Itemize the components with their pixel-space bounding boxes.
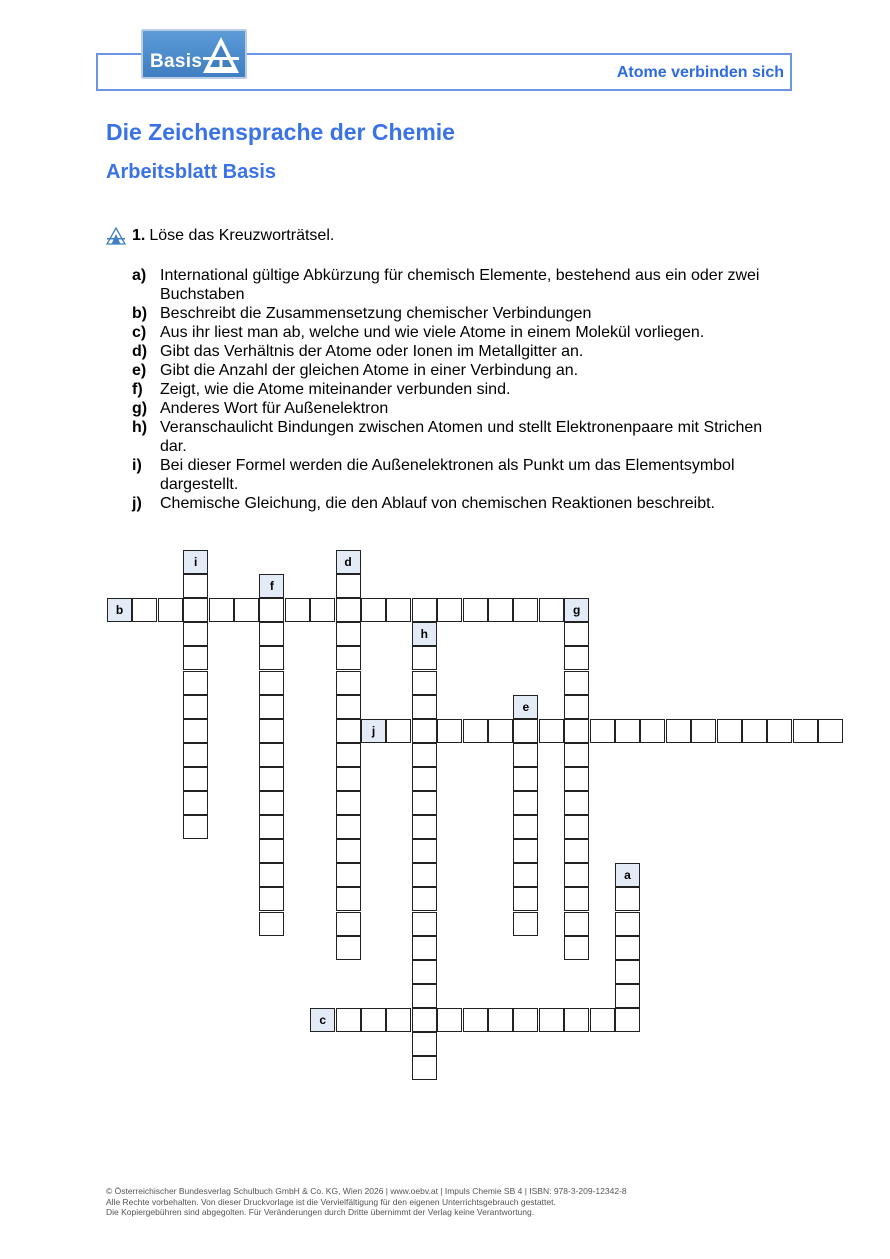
- crossword-cell[interactable]: [513, 887, 538, 911]
- crossword-cell[interactable]: [513, 815, 538, 839]
- crossword-cell[interactable]: [590, 1008, 615, 1032]
- clue-text: International gültige Abkürzung für chemisch Elemente, bestehend aus ein oder zwei Buchstaben: [160, 267, 760, 303]
- topic-label: Atome verbinden sich: [616, 64, 784, 81]
- crossword-cell[interactable]: [513, 912, 538, 936]
- clue-item: [132, 361, 792, 380]
- crossword-cell[interactable]: [336, 912, 361, 936]
- crossword-cell[interactable]: [259, 815, 284, 839]
- crossword-cell[interactable]: [336, 695, 361, 719]
- crossword-cell[interactable]: [412, 646, 437, 670]
- crossword-cell[interactable]: [183, 767, 208, 791]
- clue-item: [132, 456, 792, 494]
- crossword-cell[interactable]: [183, 815, 208, 839]
- clue-item: [132, 399, 792, 418]
- clue-text: Zeigt, wie die Atome miteinander verbunden sind.: [160, 381, 511, 398]
- crossword-cell[interactable]: [564, 695, 589, 719]
- crossword-cell[interactable]: [539, 719, 564, 743]
- crossword-cell[interactable]: [564, 815, 589, 839]
- crossword-cell[interactable]: [564, 767, 589, 791]
- crossword-cell[interactable]: [742, 719, 767, 743]
- crossword-cell[interactable]: [564, 743, 589, 767]
- task-text: Löse das Kreuzworträtsel.: [149, 227, 335, 244]
- crossword-cell[interactable]: [412, 598, 437, 622]
- clue-text: Gibt das Verhältnis der Atome oder Ionen im Metallgitter an.: [160, 343, 584, 360]
- crossword-cell[interactable]: [412, 743, 437, 767]
- crossword-cell[interactable]: [818, 719, 843, 743]
- crossword-cell[interactable]: [564, 887, 589, 911]
- basis-level-icon: [106, 227, 126, 245]
- crossword-cell[interactable]: [564, 839, 589, 863]
- crossword-cell[interactable]: [386, 719, 411, 743]
- crossword-cell[interactable]: [412, 960, 437, 984]
- crossword-cell[interactable]: [564, 719, 589, 743]
- crossword-cell[interactable]: [234, 598, 259, 622]
- crossword-cell[interactable]: [564, 791, 589, 815]
- clue-item: [132, 323, 792, 342]
- crossword-cell[interactable]: [513, 1008, 538, 1032]
- crossword-cell[interactable]: [259, 671, 284, 695]
- crossword-cell[interactable]: [183, 695, 208, 719]
- crossword-cell[interactable]: [412, 767, 437, 791]
- crossword-cell[interactable]: [437, 719, 462, 743]
- basis-logo: [141, 29, 247, 79]
- crossword-cell[interactable]: [564, 646, 589, 670]
- crossword-cell[interactable]: [615, 984, 640, 1008]
- crossword-cell[interactable]: [615, 936, 640, 960]
- task-instruction: [106, 227, 334, 245]
- crossword-cell[interactable]: [259, 598, 284, 622]
- crossword-cell[interactable]: [564, 863, 589, 887]
- crossword-cell[interactable]: [615, 960, 640, 984]
- crossword-cell[interactable]: [488, 1008, 513, 1032]
- crossword-cell[interactable]: [590, 719, 615, 743]
- crossword-cell[interactable]: [539, 1008, 564, 1032]
- crossword-cell[interactable]: [259, 646, 284, 670]
- clue-item: [132, 418, 792, 456]
- clue-text: Chemische Gleichung, die den Ablauf von chemischen Reaktionen beschreibt.: [160, 495, 715, 512]
- clue-text: Gibt die Anzahl der gleichen Atome in einer Verbindung an.: [160, 362, 579, 379]
- crossword-cell[interactable]: [615, 719, 640, 743]
- crossword-cell[interactable]: [412, 887, 437, 911]
- clue-text: Aus ihr liest man ab, welche und wie viele Atome in einem Molekül vorliegen.: [160, 324, 705, 341]
- crossword-cell[interactable]: [640, 719, 665, 743]
- crossword-cell[interactable]: [412, 671, 437, 695]
- crossword-cell[interactable]: [513, 719, 538, 743]
- crossword-label-cell: g: [564, 598, 589, 622]
- footer-line: © Österreichischer Bundesverlag Schulbuch GmbH & Co. KG, Wien 2026 | www.oebv.at | Impuls Chemie SB 4 | ISBN: 978-3-209-12342-8: [106, 1186, 627, 1196]
- crossword-cell[interactable]: [412, 912, 437, 936]
- crossword-cell[interactable]: [412, 1032, 437, 1056]
- crossword-cell[interactable]: [183, 646, 208, 670]
- crossword-label-cell: j: [361, 719, 386, 743]
- page-subtitle: Arbeitsblatt Basis: [106, 161, 277, 183]
- crossword-cell[interactable]: [564, 1008, 589, 1032]
- crossword-cell[interactable]: [183, 622, 208, 646]
- crossword-cell[interactable]: [336, 1008, 361, 1032]
- crossword-cell[interactable]: [412, 936, 437, 960]
- crossword-cell[interactable]: [336, 719, 361, 743]
- crossword-cell[interactable]: [336, 815, 361, 839]
- crossword-cell[interactable]: [183, 743, 208, 767]
- crossword-cell[interactable]: [259, 839, 284, 863]
- crossword-label-cell: f: [259, 574, 284, 598]
- crossword-cell[interactable]: [336, 743, 361, 767]
- crossword-cell[interactable]: [615, 887, 640, 911]
- crossword-label-cell: c: [310, 1008, 335, 1032]
- crossword-cell[interactable]: [386, 598, 411, 622]
- crossword-cell[interactable]: [564, 671, 589, 695]
- crossword-cell[interactable]: [361, 1008, 386, 1032]
- crossword-cell[interactable]: [564, 936, 589, 960]
- crossword-cell[interactable]: [183, 598, 208, 622]
- crossword-cell[interactable]: [259, 912, 284, 936]
- crossword-label-cell: i: [183, 550, 208, 574]
- clue-letter: e): [132, 362, 147, 379]
- crossword-cell[interactable]: [412, 719, 437, 743]
- crossword-cell[interactable]: [717, 719, 742, 743]
- crossword-cell[interactable]: [336, 598, 361, 622]
- clue-letter: b): [132, 305, 148, 322]
- crossword-cell[interactable]: [463, 598, 488, 622]
- crossword-cell[interactable]: [183, 671, 208, 695]
- crossword-cell[interactable]: [336, 791, 361, 815]
- crossword-cell[interactable]: [259, 743, 284, 767]
- crossword-cell[interactable]: [539, 598, 564, 622]
- crossword-cell[interactable]: [793, 719, 818, 743]
- task-number: 1.: [132, 227, 146, 244]
- crossword-cell[interactable]: [666, 719, 691, 743]
- crossword-cell[interactable]: [259, 863, 284, 887]
- clue-letter: f): [132, 381, 143, 398]
- crossword-cell[interactable]: [183, 719, 208, 743]
- crossword-cell[interactable]: [209, 598, 234, 622]
- crossword-cell[interactable]: [158, 598, 183, 622]
- clue-letter: j): [132, 495, 142, 512]
- crossword-cell[interactable]: [615, 912, 640, 936]
- crossword-cell[interactable]: [767, 719, 792, 743]
- logo-text: Basis: [150, 51, 203, 72]
- clue-text: Beschreibt die Zusammensetzung chemischer Verbindungen: [160, 305, 592, 322]
- clue-letter: a): [132, 267, 147, 284]
- crossword-cell[interactable]: [412, 839, 437, 863]
- crossword-cell[interactable]: [259, 695, 284, 719]
- crossword-cell[interactable]: [513, 839, 538, 863]
- crossword-cell[interactable]: [412, 815, 437, 839]
- crossword-cell[interactable]: [386, 1008, 411, 1032]
- crossword-cell[interactable]: [412, 791, 437, 815]
- crossword-cell[interactable]: [513, 743, 538, 767]
- crossword-cell[interactable]: [564, 622, 589, 646]
- crossword-cell[interactable]: [336, 887, 361, 911]
- clue-list: [132, 266, 792, 513]
- crossword-cell[interactable]: [336, 863, 361, 887]
- clue-item: [132, 380, 792, 399]
- crossword-cell[interactable]: [615, 1008, 640, 1032]
- crossword-cell[interactable]: [132, 598, 157, 622]
- crossword-cell[interactable]: [488, 598, 513, 622]
- crossword-cell[interactable]: [437, 1008, 462, 1032]
- crossword-cell[interactable]: [336, 574, 361, 598]
- crossword-cell[interactable]: [259, 622, 284, 646]
- crossword-cell[interactable]: [691, 719, 716, 743]
- footer-line: Die Kopiergebühren sind abgegolten. Für Veränderungen durch Dritte übernimmt der Verlag keine Verantwortung.: [106, 1207, 535, 1217]
- crossword-cell[interactable]: [513, 598, 538, 622]
- crossword-cell[interactable]: [336, 622, 361, 646]
- crossword-cell[interactable]: [564, 912, 589, 936]
- crossword-cell[interactable]: [412, 695, 437, 719]
- crossword-cell[interactable]: [336, 671, 361, 695]
- footer-line: Alle Rechte vorbehalten. Von dieser Druckvorlage ist die Vervielfältigung für den eigenen Unterrichtsgebrauch gestattet.: [106, 1196, 556, 1207]
- clue-text: Veranschaulicht Bindungen zwischen Atomen und stellt Elektronenpaare mit Strichen dar.: [160, 419, 763, 455]
- crossword-cell[interactable]: [183, 574, 208, 598]
- crossword-cell[interactable]: [183, 791, 208, 815]
- crossword-cell[interactable]: [412, 984, 437, 1008]
- crossword-cell[interactable]: [285, 598, 310, 622]
- crossword-cell[interactable]: [437, 598, 462, 622]
- clue-letter: c): [132, 324, 147, 341]
- triangle-logo-icon: [201, 35, 241, 75]
- clue-text: Anderes Wort für Außenelektron: [160, 400, 389, 417]
- crossword-cell[interactable]: [513, 791, 538, 815]
- crossword-cell[interactable]: [336, 767, 361, 791]
- crossword-label-cell: e: [513, 695, 538, 719]
- crossword-cell[interactable]: [463, 1008, 488, 1032]
- page-title: Die Zeichensprache der Chemie: [106, 119, 455, 145]
- crossword-label-cell: a: [615, 863, 640, 887]
- clue-item: [132, 304, 792, 323]
- crossword-cell[interactable]: [463, 719, 488, 743]
- crossword-cell[interactable]: [412, 1008, 437, 1032]
- crossword-label-cell: b: [107, 598, 132, 622]
- crossword-label-cell: h: [412, 622, 437, 646]
- clue-item: [132, 266, 792, 304]
- crossword-cell[interactable]: [361, 598, 386, 622]
- crossword-cell[interactable]: [259, 719, 284, 743]
- clue-text: Bei dieser Formel werden die Außenelektronen als Punkt um das Elementsymbol dargestellt.: [160, 457, 735, 493]
- clue-item: [132, 342, 792, 361]
- clue-item: [132, 494, 792, 513]
- crossword-label-cell: d: [336, 550, 361, 574]
- crossword-cell[interactable]: [412, 863, 437, 887]
- crossword-cell[interactable]: [259, 887, 284, 911]
- crossword-cell[interactable]: [259, 767, 284, 791]
- crossword-cell[interactable]: [513, 767, 538, 791]
- clue-letter: g): [132, 400, 148, 417]
- crossword-cell[interactable]: [513, 863, 538, 887]
- crossword-cell[interactable]: [310, 598, 335, 622]
- crossword-cell[interactable]: [336, 839, 361, 863]
- crossword-cell[interactable]: [336, 936, 361, 960]
- crossword-cell[interactable]: [336, 646, 361, 670]
- crossword-cell[interactable]: [488, 719, 513, 743]
- crossword-cell[interactable]: [259, 791, 284, 815]
- clue-letter: h): [132, 419, 148, 436]
- copyright-footer: [106, 1186, 627, 1218]
- clue-letter: d): [132, 343, 148, 360]
- clue-letter: i): [132, 457, 142, 474]
- crossword-cell[interactable]: [412, 1056, 437, 1080]
